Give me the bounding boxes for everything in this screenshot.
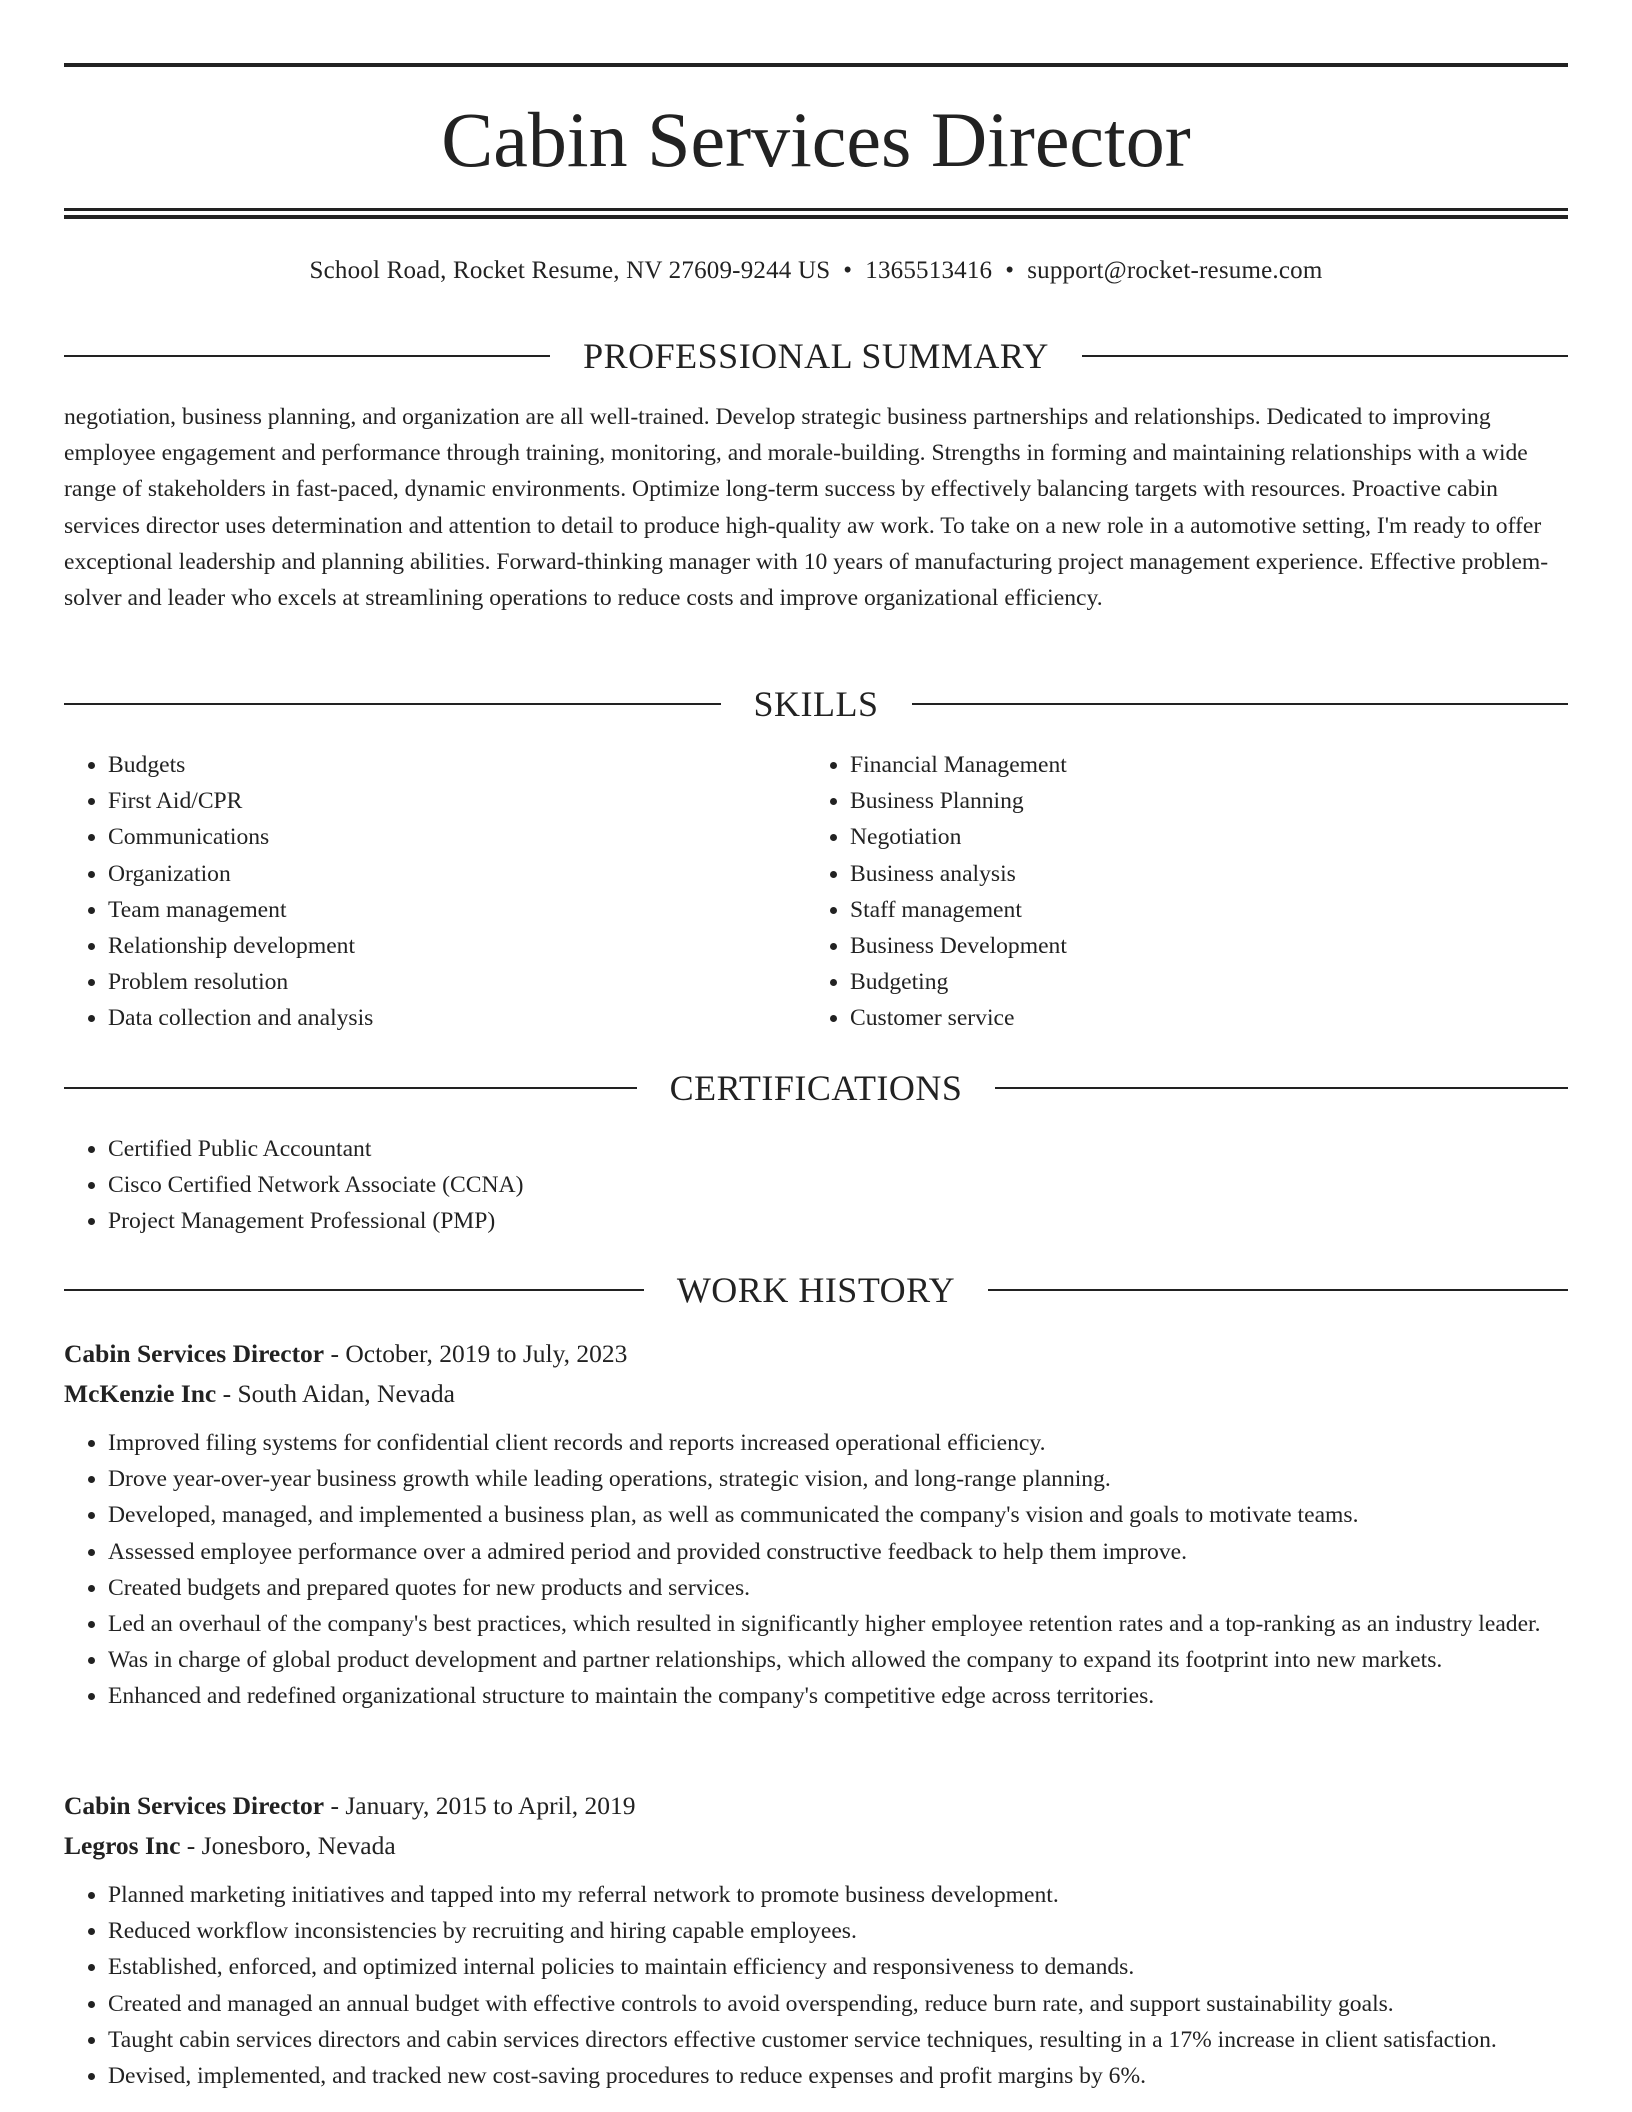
heading-rule-left (64, 355, 550, 357)
skill-item: • Staff management (850, 892, 1546, 928)
heading-rule-left (64, 1087, 637, 1089)
skills-column-left (64, 747, 804, 1037)
certifications-heading (64, 1066, 1568, 1110)
resume-name: Cabin Services Director (441, 96, 1191, 183)
job-duty: • Created and managed an annual budget with effective controls to avoid overspending, reduce burn rate, and support sustainability goals. (108, 1986, 1568, 2022)
job-dates: - October, 2019 to July, 2023 (324, 1339, 628, 1368)
job-location: - South Aidan, Nevada (216, 1379, 455, 1408)
skill-item: • Business analysis (850, 856, 1546, 892)
job-duty: • Planned marketing initiatives and tapped into my referral network to promote business development. (108, 1877, 1568, 1913)
job-duty: • Enhanced and redefined organizational structure to maintain the company's competitive edge across territories. (108, 1678, 1568, 1714)
job-title: Cabin Services Director (64, 1339, 325, 1368)
job-duty: • Reduced workflow inconsistencies by recruiting and hiring capable employees. (108, 1913, 1568, 1949)
summary-title: PROFESSIONAL SUMMARY (583, 336, 1049, 376)
job-duty: • Was in charge of global product development and partner relationships, which allowed the company to expand its footprint into new markets. (108, 1642, 1568, 1678)
skill-item: • Relationship development (108, 928, 804, 964)
job-company-line (64, 1374, 1568, 1414)
job-duty: • Developed, managed, and implemented a business plan, as well as communicated the company's vision and goals to motivate teams. (108, 1497, 1568, 1533)
skill-item: • Budgeting (850, 964, 1546, 1000)
job-duty: • Assessed employee performance over a admired period and provided constructive feedback to help them improve. (108, 1534, 1568, 1570)
heading-rule-right (988, 1289, 1568, 1291)
skill-item: • Data collection and analysis (108, 1000, 804, 1036)
skills-list-right (806, 747, 1546, 1037)
header-divider-lower (64, 215, 1568, 219)
heading-rule-left (64, 703, 721, 705)
skill-item: • Business Development (850, 928, 1546, 964)
job-location: - Jonesboro, Nevada (180, 1831, 396, 1860)
job-entry (64, 1786, 1568, 2094)
skill-item: • Organization (108, 856, 804, 892)
heading-rule-left (64, 1289, 644, 1291)
certifications-list (64, 1131, 1568, 1240)
job-title: Cabin Services Director (64, 1791, 325, 1820)
contact-separator: • (843, 257, 853, 284)
certification-item: • Cisco Certified Network Associate (CCNA) (108, 1167, 1568, 1203)
summary-heading (64, 334, 1568, 378)
heading-rule-right (995, 1087, 1568, 1089)
skills-heading (64, 682, 1568, 726)
skill-item: • Budgets (108, 747, 804, 783)
job-company: Legros Inc (64, 1831, 181, 1860)
contact-line (64, 254, 1568, 288)
certification-item: • Certified Public Accountant (108, 1131, 1568, 1167)
job-dates: - January, 2015 to April, 2019 (324, 1791, 636, 1820)
job-duty: • Led an overhaul of the company's best practices, which resulted in significantly higher employee retention rates and a top-ranking as an industry leader. (108, 1606, 1568, 1642)
certifications-block (64, 1131, 1568, 1240)
job-duty: • Established, enforced, and optimized internal policies to maintain efficiency and responsiveness to demands. (108, 1949, 1568, 1985)
skills-column-right (806, 747, 1546, 1037)
top-divider (64, 63, 1568, 67)
summary-text: negotiation, business planning, and organization are all well-trained. Develop strategic business partnerships and relationships. Dedicated to improving employee engagement and performance through training, monitoring, and morale-building. Strengths in forming and maintaining relationships with a wide range of stakeholders in fast-paced, dynamic environments. Optimize long-term success by effectively balancing targets with resources. Proactive cabin services director uses determination and attention to detail to produce high-quality aw work. To take on a new role in a automotive setting, I'm ready to offer exceptional leadership and planning abilities. Forward-thinking manager with 10 years of manufacturing project management experience. Effective problem-solver and leader who excels at streamlining operations to reduce costs and improve organizational efficiency. (64, 404, 1549, 612)
work-history-title: WORK HISTORY (676, 1270, 956, 1310)
heading-rule-right (912, 703, 1569, 705)
header-divider-upper (64, 208, 1568, 211)
contact-address: School Road, Rocket Resume, NV 27609-9244 US (309, 257, 831, 284)
skill-item: • Customer service (850, 1000, 1546, 1036)
job-title-line (64, 1786, 1568, 1826)
certification-item: • Project Management Professional (PMP) (108, 1203, 1568, 1239)
certifications-title: CERTIFICATIONS (669, 1068, 963, 1108)
skill-item: • Business Planning (850, 783, 1546, 819)
job-title-line (64, 1334, 1568, 1374)
job-duties-list (64, 1425, 1568, 1715)
skills-title: SKILLS (753, 684, 879, 724)
job-entry (64, 1334, 1568, 1715)
skills-list-left (64, 747, 804, 1037)
contact-separator: • (1005, 257, 1015, 284)
skill-item: • Problem resolution (108, 964, 804, 1000)
skill-item: • Financial Management (850, 747, 1546, 783)
job-duty: • Drove year-over-year business growth while leading operations, strategic vision, and long-range planning. (108, 1461, 1568, 1497)
contact-phone: 1365513416 (865, 257, 993, 284)
skill-item: • Communications (108, 819, 804, 855)
job-duty: • Devised, implemented, and tracked new cost-saving procedures to reduce expenses and profit margins by 6%. (108, 2058, 1568, 2094)
job-duty: • Created budgets and prepared quotes for new products and services. (108, 1570, 1568, 1606)
work-history-heading (64, 1268, 1568, 1312)
job-duty: • Improved filing systems for confidential client records and reports increased operational efficiency. (108, 1425, 1568, 1461)
job-company: McKenzie Inc (64, 1379, 217, 1408)
job-company-line (64, 1826, 1568, 1866)
skill-item: • Negotiation (850, 819, 1546, 855)
skill-item: • First Aid/CPR (108, 783, 804, 819)
heading-rule-right (1082, 355, 1568, 357)
skill-item: • Team management (108, 892, 804, 928)
contact-email: support@rocket-resume.com (1027, 257, 1323, 284)
job-duty: • Taught cabin services directors and cabin services directors effective customer service techniques, resulting in a 17% increase in client satisfaction. (108, 2022, 1568, 2058)
job-duties-list (64, 1877, 1568, 2094)
